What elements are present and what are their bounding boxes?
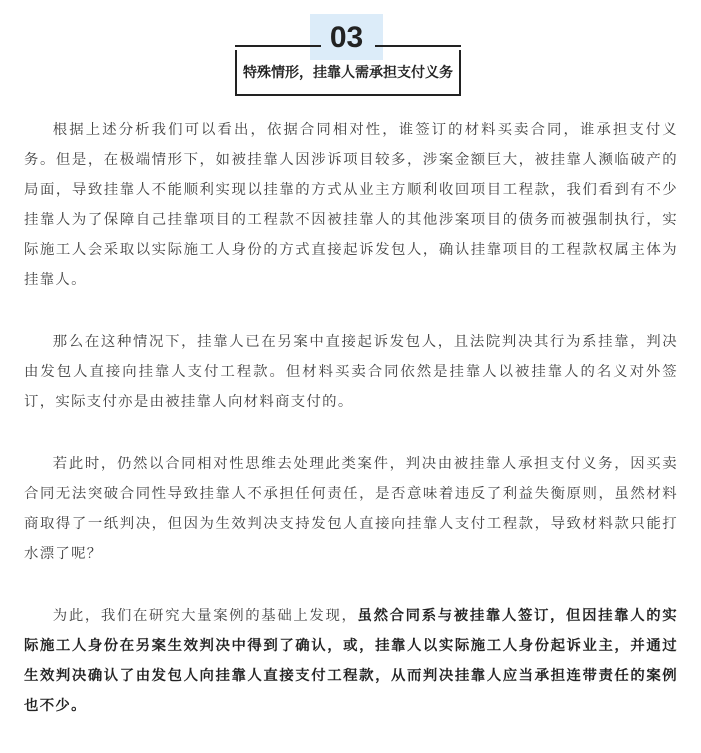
frame-bottom-rule: [235, 94, 461, 96]
article-body: [24, 115, 678, 753]
frame-right-rule: [459, 50, 461, 94]
section-number: 03: [329, 21, 364, 54]
paragraph-2: 那么在这种情况下，挂靠人已在另案中直接起诉发包人，且法院判决其行为系挂靠，判决由发包人直接向挂靠人支付工程款。但材料买卖合同依然是挂靠人以被挂靠人的名义对外签订，实际支付亦是由被挂靠人向材料商支付的。: [24, 334, 678, 410]
section-title: 特殊情形，挂靠人需承担支付义务: [243, 65, 453, 81]
section-header: [0, 0, 701, 100]
paragraph-3: 若此时，仍然以合同相对性思维去处理此类案件，判决由被挂靠人承担支付义务，因买卖合同无法突破合同性导致挂靠人不承担任何责任，是否意味着违反了利益失衡原则，虽然材料商取得了一纸判决，但因为生效判决支持发包人直接向挂靠人支付工程款，导致材料款只能打水漂了呢？: [24, 456, 678, 562]
paragraph-4: [24, 601, 678, 721]
paragraph-4-lead: 为此，我们在研究大量案例的基础上发现，: [52, 608, 358, 624]
frame-top-left-rule: [235, 45, 321, 47]
paragraph-1: 根据上述分析我们可以看出，依据合同相对性，谁签订的材料买卖合同，谁承担支付义务。但是，在极端情形下，如被挂靠人因涉诉项目较多，涉案金额巨大，被挂靠人濒临破产的局面，导致挂靠人不能顺利实现以挂靠的方式从业主方顺利收回项目工程款，我们看到有不少挂靠人为了保障自己挂靠项目的工程款不因被挂靠人的其他涉案项目的债务而被强制执行，实际施工人会采取以实际施工人身份的方式直接起诉发包人，确认挂靠项目的工程款权属主体为挂靠人。: [24, 122, 678, 288]
paragraph-4-bold: 虽然合同系与被挂靠人签订，但因挂靠人的实际施工人身份在另案生效判决中得到了确认，或，挂靠人以实际施工人身份起诉业主，并通过生效判决确认了由发包人向挂靠人直接支付工程款，从而判决挂靠人应当承担连带责任的案例也不少。: [24, 608, 678, 714]
frame-top-right-rule: [375, 45, 461, 47]
